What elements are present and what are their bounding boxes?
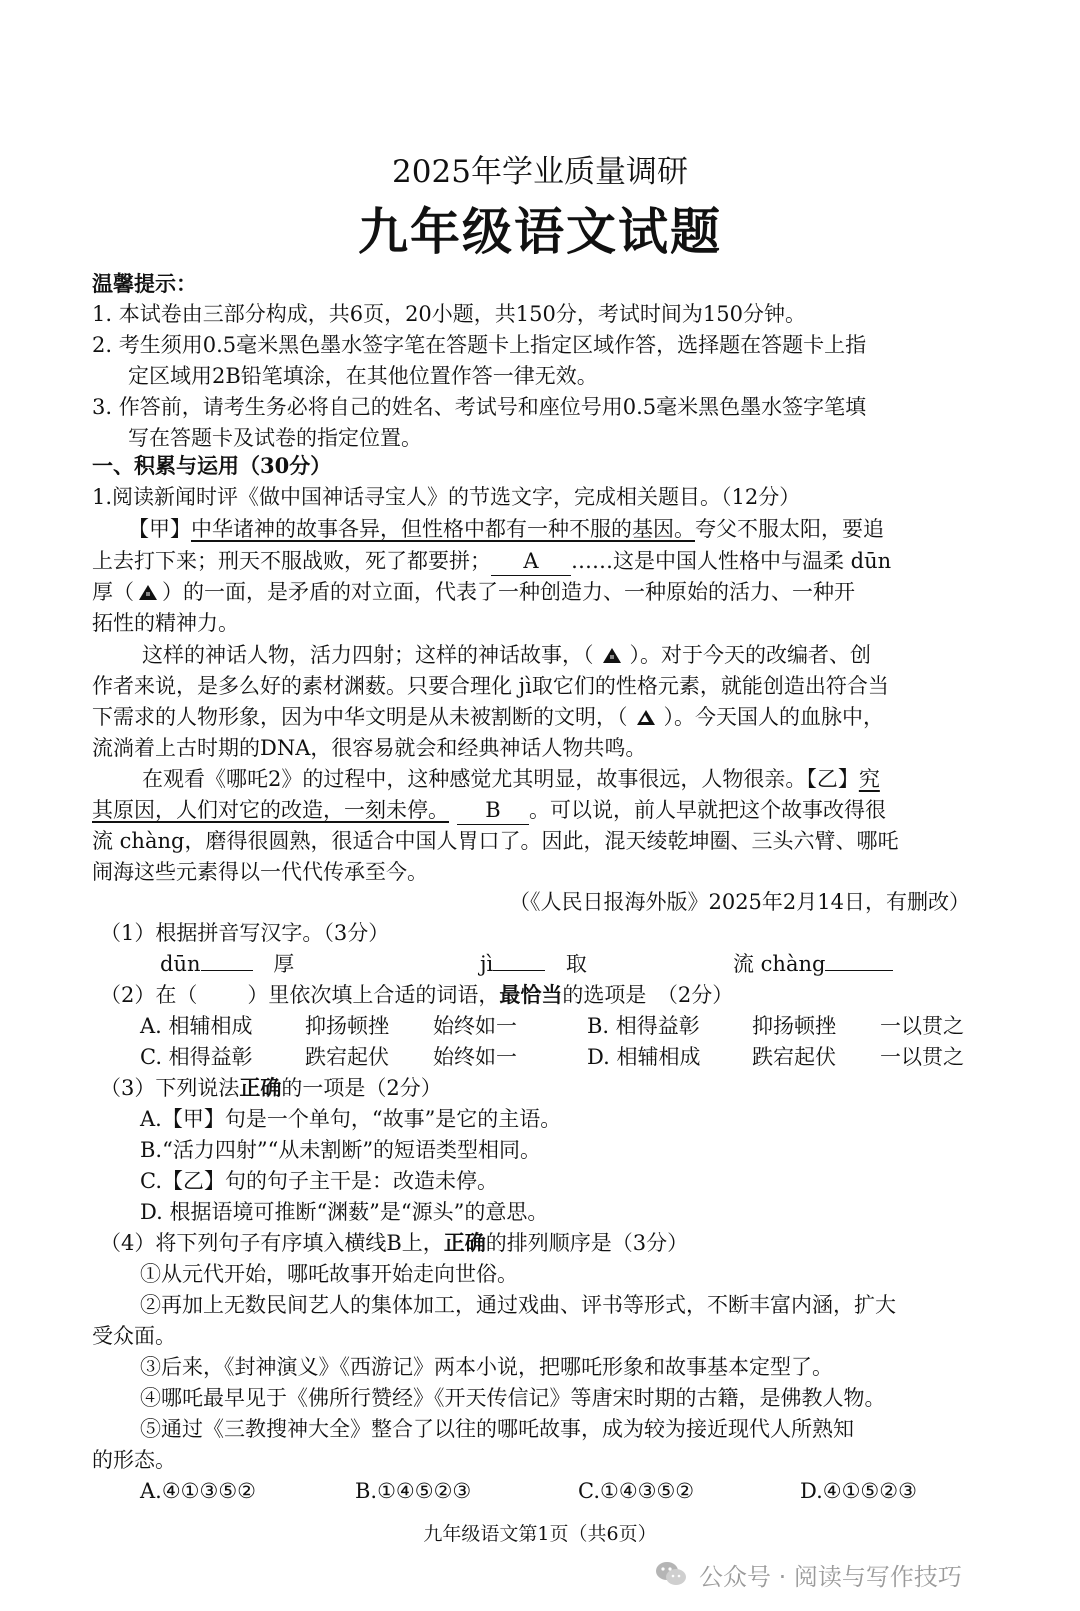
answer-blank[interactable] [825, 970, 893, 971]
option-a-word-3: 始终如一 [433, 1014, 517, 1038]
option-a-word-2: 抑扬顿挫 [305, 1014, 389, 1038]
answer-blank[interactable] [493, 970, 545, 971]
tip-3b: 写在答题卡及试卷的指定位置。 [128, 426, 422, 450]
option-b-word-1[interactable]: B. 相得益彰 [587, 1014, 700, 1038]
passage-text: ）。对于今天的改编者、创 [629, 643, 871, 667]
pinyin-item-1 [160, 950, 294, 978]
passage-text: 。可以说，前人早就把这个故事改得很 [529, 798, 886, 822]
sub4-option-b[interactable]: B.①④⑤②③ [355, 1479, 472, 1503]
tip-2a: 2. 考生须用0.5毫米黑色墨水签字笔在答题卡上指定区域作答，选择题在答题卡上指 [92, 333, 867, 357]
option-a-word-1[interactable]: A. 相辅相成 [140, 1014, 253, 1038]
option-d-word-3: 一以贯之 [880, 1045, 964, 1069]
pinyin-char: 厚 [273, 952, 295, 976]
answer-blank[interactable] [201, 970, 253, 971]
label-jia: 【甲】 [128, 517, 191, 541]
sentence-5: ⑤通过《三教搜神大全》整合了以往的哪吒故事，成为较为接近现代人所熟知 [140, 1417, 854, 1441]
sentence-yi: 究 [858, 767, 880, 791]
option-d-word-1[interactable]: D. 相辅相成 [587, 1045, 701, 1069]
passage-line [128, 515, 884, 543]
passage-line: 流 chàng，磨得很圆熟，很适合中国人胃口了。因此，混天绫乾坤圈、三头六臂、哪吒 [92, 829, 899, 853]
passage-line: 作者来说，是多么好的素材渊薮。只要合理化 jì取它们的性格元素，就能创造出符合当 [92, 674, 889, 698]
passage-text: 在观看《哪吒2》的过程中，这种感觉尤其明显，故事很远，人物很亲。【乙】 [142, 767, 859, 791]
sub3-option-d[interactable]: D. 根据语境可推断“渊薮”是“源头”的意思。 [140, 1200, 549, 1224]
section-heading: 一、积累与运用（30分） [92, 453, 332, 478]
prompt-text: （4）将下列句子有序填入横线B上， [100, 1231, 444, 1255]
prompt-text: 的排列顺序是（3分） [485, 1231, 689, 1255]
pinyin-item-3 [733, 950, 893, 978]
sub3-option-a[interactable]: A.【甲】句是一个单句，“故事”是它的主语。 [140, 1107, 562, 1131]
pinyin-char: 取 [565, 952, 587, 976]
wechat-icon [653, 1556, 689, 1592]
option-b-word-3: 一以贯之 [880, 1014, 964, 1038]
passage-line [92, 796, 886, 825]
sentence-1: ①从元代开始，哪吒故事开始走向世俗。 [140, 1262, 518, 1286]
sentence-2: ②再加上无数民间艺人的集体加工，通过戏曲、评书等形式，不断丰富内涵，扩大 [140, 1293, 896, 1317]
sentence-3: ③后来，《封神演义》《西游记》两本小说，把哪吒形象和故事基本定型了。 [140, 1355, 833, 1379]
triangle-blank-icon [139, 585, 157, 600]
prompt-emphasis: 最恰当 [499, 982, 563, 1007]
pinyin-text: 流 chàng [733, 952, 826, 976]
triangle-blank-icon [637, 710, 655, 725]
passage-text: ……这是中国人性格中与温柔 dūn [571, 549, 892, 573]
blank-a: A [491, 547, 571, 576]
passage-line [142, 641, 871, 669]
passage-text: 上去打下来；刑天不服战败，死了都要拼； [92, 549, 491, 573]
passage-text: 下需求的人物形象，因为中华文明是从未被割断的文明，（ [92, 705, 628, 729]
sub3-option-c[interactable]: C.【乙】句的句子主干是：改造未停。 [140, 1169, 498, 1193]
option-c-word-1[interactable]: C. 相得益彰 [140, 1045, 253, 1069]
passage-source: （《人民日报海外版》2025年2月14日，有删改） [508, 890, 970, 914]
tip-3a: 3. 作答前，请考生务必将自己的姓名、考试号和座位号用0.5毫米黑色墨水签字笔填 [92, 395, 867, 419]
prompt-text: 的选项是 （2分） [562, 983, 734, 1007]
passage-text: ）的一面，是矛盾的对立面，代表了一种创造力、一种原始的活力、一种开 [162, 580, 855, 604]
sub4-option-a[interactable]: A.④①③⑤② [140, 1479, 256, 1503]
sentence-5-cont: 的形态。 [92, 1448, 176, 1472]
prompt-text: 的一项是（2分） [281, 1076, 442, 1100]
prompt-text: （2）在（ [100, 983, 198, 1007]
sentence-2-cont: 受众面。 [92, 1324, 176, 1348]
passage-line: 流淌着上古时期的DNA，很容易就会和经典神话人物共鸣。 [92, 736, 647, 760]
passage-line [92, 703, 884, 731]
watermark-text: 公众号 · 阅读与写作技巧 [699, 1562, 962, 1591]
exam-title: 九年级语文试题 [358, 202, 722, 261]
sub2-prompt [100, 981, 733, 1009]
passage-line: 闹海这些元素得以一代代传承至今。 [92, 860, 428, 884]
sub4-option-d[interactable]: D.④①⑤②③ [800, 1479, 917, 1503]
tips-heading: 温馨提示： [92, 271, 197, 296]
pinyin-text: jì [480, 952, 494, 976]
sentence-4: ④哪吒最早见于《佛所行赞经》《开天传信记》等唐宋时期的古籍，是佛教人物。 [140, 1386, 886, 1410]
sub3-option-b[interactable]: B.“活力四射”“从未割断”的短语类型相同。 [140, 1138, 542, 1162]
passage-text: ）。今天国人的血脉中， [663, 705, 884, 729]
pinyin-text: dūn [160, 952, 201, 976]
passage-line [92, 578, 855, 606]
prompt-emphasis: 正确 [443, 1230, 486, 1255]
triangle-blank-icon [603, 648, 621, 663]
blank-b: B [457, 796, 529, 825]
sentence-yi: 其原因，人们对它的改造，一刻未停。 [92, 798, 449, 822]
sub4-option-c[interactable]: C.①④③⑤② [578, 1479, 695, 1503]
pinyin-item-2 [480, 950, 587, 978]
prompt-text: ）里依次填上合适的词语， [247, 983, 500, 1007]
passage-line [142, 765, 880, 793]
passage-line: 拓性的精神力。 [92, 611, 239, 635]
sub4-prompt [100, 1229, 688, 1257]
question-1-intro: 1.阅读新闻时评《做中国神话寻宝人》的节选文字，完成相关题目。（12分） [92, 485, 801, 509]
option-c-word-2: 跌宕起伏 [305, 1045, 389, 1069]
sub1-prompt: （1）根据拼音写汉字。（3分） [100, 921, 390, 945]
passage-text: 这样的神话人物，活力四射；这样的神话故事，（ [142, 643, 594, 667]
option-c-word-3: 始终如一 [433, 1045, 517, 1069]
sentence-jia: 中华诸神的故事各异，但性格中都有一种不服的基因。 [191, 517, 695, 541]
passage-text: 夸父不服太阳，要追 [695, 517, 884, 541]
passage-text: 厚（ [92, 580, 134, 604]
watermark [653, 1552, 1063, 1596]
exam-subtitle: 2025年学业质量调研 [392, 154, 688, 190]
page-footer: 九年级语文第1页（共6页） [423, 1523, 657, 1545]
sub3-prompt [100, 1074, 442, 1102]
prompt-text: （3）下列说法 [100, 1076, 240, 1100]
option-d-word-2: 跌宕起伏 [752, 1045, 836, 1069]
option-b-word-2: 抑扬顿挫 [752, 1014, 836, 1038]
tip-1: 1. 本试卷由三部分构成，共6页，20小题，共150分，考试时间为150分钟。 [92, 302, 806, 326]
passage-line [92, 547, 891, 576]
prompt-emphasis: 正确 [239, 1075, 282, 1100]
tip-2b: 定区域用2B铅笔填涂，在其他位置作答一律无效。 [128, 364, 598, 388]
